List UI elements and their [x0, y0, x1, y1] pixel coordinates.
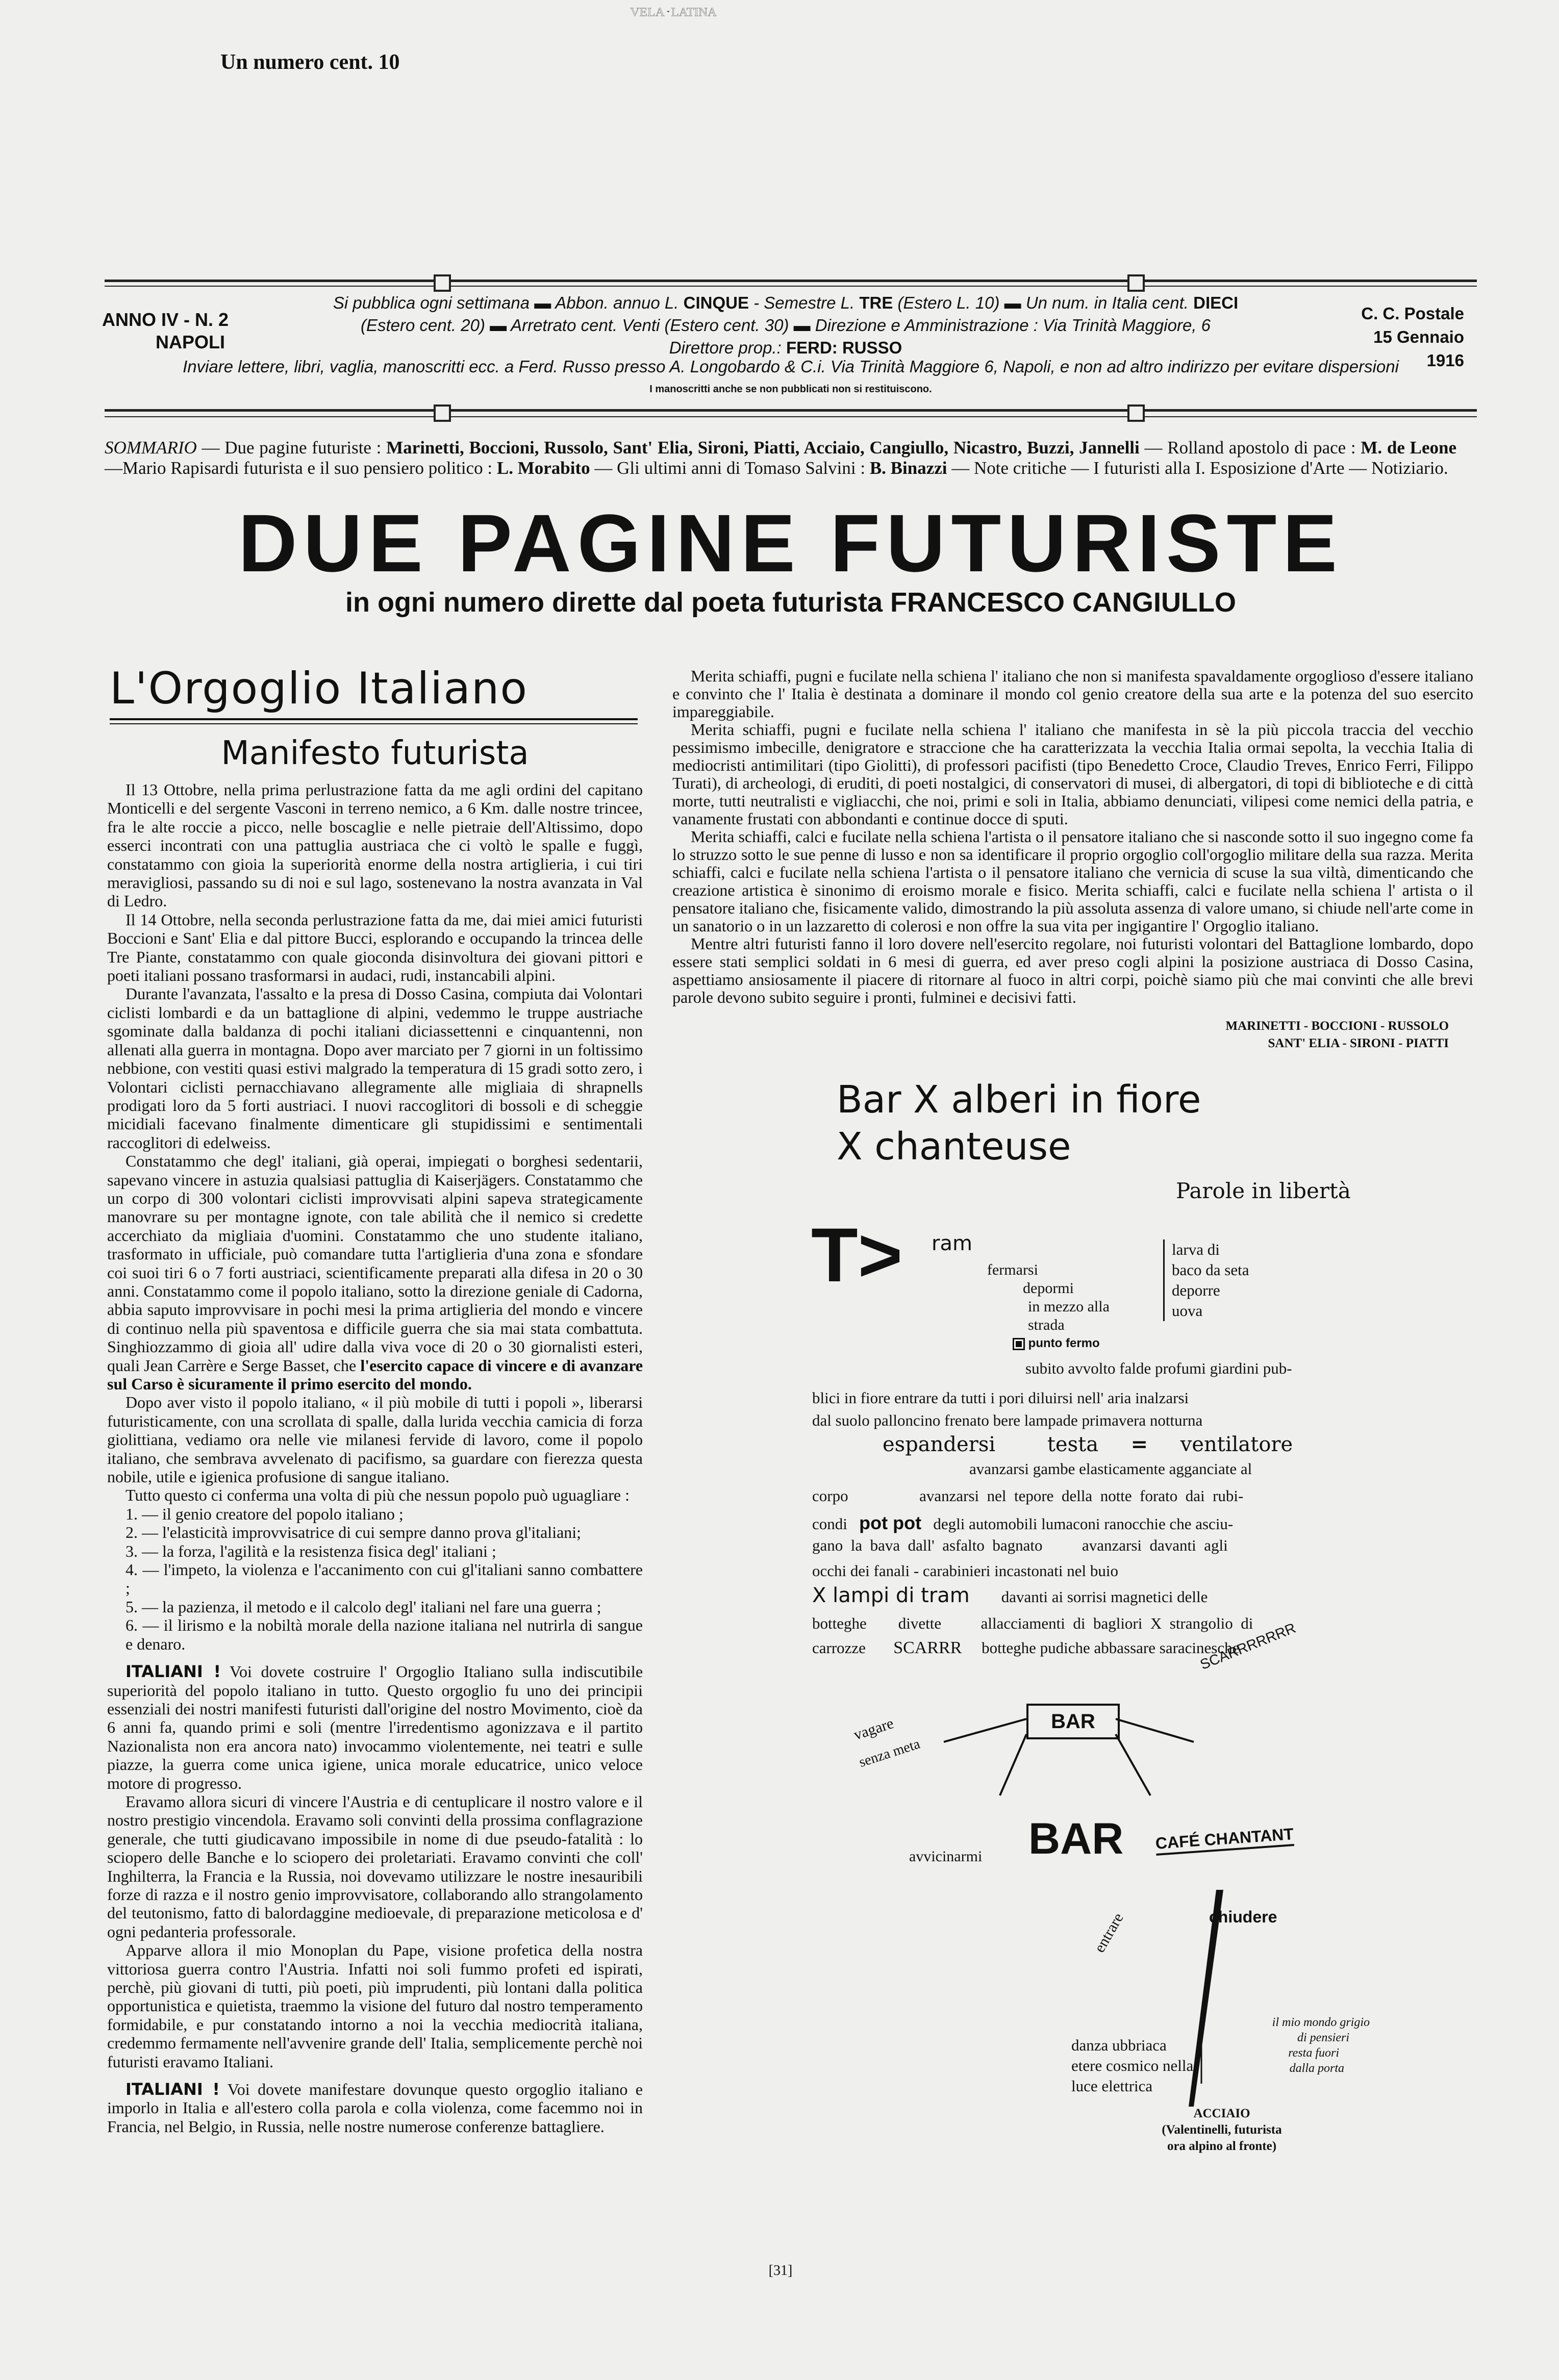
- postal-account: C. C. Postale: [1361, 304, 1464, 323]
- poem-word: punto fermo: [1028, 1336, 1100, 1350]
- pub-price-tre: TRE: [859, 293, 893, 312]
- poem-bar-big: BAR: [1028, 1814, 1124, 1863]
- poem-word: il mio mondo grigio: [1272, 2016, 1370, 2029]
- poem-t-glyph: T>: [811, 1212, 903, 1298]
- list-item: 2. — l'elasticità improvvisatrice di cui sempre danno prova gl'italiani;: [125, 1523, 582, 1542]
- poem-word: danza ubbriaca: [1071, 2036, 1167, 2054]
- pub-foreign-single: (Estero cent. 20): [361, 316, 485, 335]
- poem-ram: ram: [932, 1232, 972, 1255]
- poem-word: depormi: [1023, 1280, 1074, 1297]
- poem-word: carrozze: [812, 1639, 866, 1657]
- paragraph: Apparve allora il mio Monoplan du Pape, visione profetica della nostra vittoriosa guerra contro l'Austria. Infatti noi soli fummo profeti ed ispirati, perchè, più giovani di tutti, più poeti, più imprudenti, più lontani dalla politica opportunistica e quietista, traemmo la visione del futuro dal nostro temperamento formidabile, e pur constatando intorno a noi la vecchia mediocrità italiana, credemmo fermamente nell'avvenire grande dell' Italia, semplicemente perchè noi futuristi eravamo Italiani.: [107, 1941, 643, 2071]
- pub-semester: - Semestre L.: [753, 293, 855, 312]
- poem-line-left: [944, 1719, 1026, 1742]
- subheadline-text: in ogni numero dirette dal poeta futurista: [345, 587, 883, 618]
- poem-word: =: [1130, 1432, 1148, 1456]
- poem-line: botteghe divette allacciamenti di bagliori X strangolio di: [812, 1614, 1253, 1632]
- poem-word: in mezzo alla: [1028, 1298, 1110, 1315]
- poem-entrare: entrare: [1091, 1910, 1127, 1956]
- poem-line: gano la bava dall' asfalto bagnato avanzarsi davanti agli: [812, 1536, 1228, 1554]
- poem-word: baco da seta: [1172, 1261, 1249, 1279]
- summary-text: — Due pagine futuriste :: [202, 438, 382, 458]
- pub-address: Direzione e Amministrazione : Via Trinità Maggiore, 6: [815, 316, 1211, 335]
- poem-word: botteghe pudiche abbassare saracinesche: [982, 1639, 1240, 1657]
- poem-mondo: [1206, 2015, 1370, 2076]
- poem-author-note: ora alpino al fronte): [1167, 2139, 1277, 2153]
- list-item: 3. — la forza, l'agilità e la resistenza fisica degl' italiani ;: [125, 1541, 496, 1560]
- price-label: Un numero cent. 10: [220, 50, 400, 74]
- paragraph: Dopo aver visto il popolo italiano, « il più mobile di tutti i popoli », liberarsi futuristicamente, con una scrollata di spalle, dalla lurida vecchia camicia di forza giolittiana, vediamo ora nelle vie milanesi fervide di lavoro, come il popolo italiano, che sembrava avvelenato di pacifismo, sa guardare con fierezza questa nobile, utile e igienica profusione di sangue italiano.: [107, 1393, 643, 1486]
- poem-author-name: ACCIAIO: [1193, 2107, 1250, 2120]
- masthead-title-right: LATINA: [671, 6, 717, 19]
- summary-label: SOMMARIO: [105, 438, 197, 458]
- poem-word: ventilatore: [1180, 1433, 1293, 1456]
- poem-senza: senza meta: [857, 1736, 922, 1771]
- poem-word: larva di: [1172, 1240, 1220, 1258]
- poem-title-line: X chanteuse: [837, 1125, 1071, 1169]
- paragraph: Il 13 Ottobre, nella prima perlustrazione fatta da me agli ordini del capitano Monticelli e del sergente Vasconi in terreno nemico, a 6 Km. dalle nostre trincee, fra le alte roccie a picco, nelle boscaglie e nelle pietraie dell'Altissimo, dopo esserci incontrati con una pattuglia austriaca che ci voltò le spalle e fuggì, constatammo con gioia la superiorità enorme della nostra artiglieria, i cui tiri meravigliosi, passando su di noi e sul lago, sostenevano la nostra avanzata in Val di Ledro.: [107, 780, 643, 910]
- poem-word: degli automobili lumaconi ranocchie che asciu-: [933, 1515, 1234, 1533]
- poem-word: CAFÉ CHANTANT: [1155, 1825, 1295, 1856]
- pub-price-cinque: CINQUE: [683, 293, 749, 312]
- paragraph: Il 14 Ottobre, nella seconda perlustrazione fatta da me, dai miei amici futuristi Boccioni e Sant' Elia e dal pittore Bucci, esplorando e occupando la trincea delle Tre Piante, constatammo con quale gioconda disinvoltura dei giovani pittori e poeti italiani possano trasformarsi in audaci, rudi, instancabili alpini.: [107, 910, 643, 985]
- poem-word: luce elettrica: [1071, 2077, 1153, 2095]
- page-number: [31]: [768, 2263, 793, 2278]
- poem-line-left-down: [1000, 1734, 1026, 1795]
- paragraph-bold: l'esercito capace di vincere e di avanzare sul Carso è sicuramente il primo esercito del mondo.: [107, 1356, 643, 1393]
- send-instructions: Inviare lettere, libri, vaglia, manoscritti ecc. a Ferd. Russo presso A. Longobardo & C.i. Via Trinità Maggiore 6, Napoli, e non ad altro indirizzo per evitare dispersioni: [183, 357, 1399, 376]
- poem-word: etere cosmico nella: [1071, 2057, 1194, 2074]
- poem-word: espandersi: [883, 1433, 996, 1456]
- masthead-title-left: VELA: [630, 6, 665, 19]
- summary-text: —Mario Rapisardi futurista e il suo pensiero politico :: [105, 458, 493, 478]
- poem-vagare: vagare: [851, 1714, 896, 1744]
- summary-text: — Note critiche — I futuristi alla I. Esposizione d'Arte — Notiziario.: [951, 458, 1448, 478]
- issue-date: 15 Gennaio 1916: [1373, 327, 1464, 370]
- paragraph-lead: ITALIANI !: [125, 1662, 221, 1682]
- list-item: 5. — la pazienza, il metodo e il calcolo degl' italiani nel fare una guerra ;: [125, 1597, 601, 1616]
- poem-line: avanzarsi gambe elasticamente agganciate al: [969, 1460, 1252, 1478]
- paragraph-lead: ITALIANI !: [125, 2080, 220, 2099]
- pub-back-issue: Arretrato cent. Venti (Estero cent. 30): [511, 316, 789, 335]
- poem-line: dal suolo palloncino frenato bere lampade primavera notturna: [812, 1411, 1203, 1429]
- poem-author: [1135, 2106, 1309, 2155]
- poem-line-right-down: [1116, 1734, 1150, 1795]
- pub-director: FERD: RUSSO: [786, 338, 902, 357]
- summary-names: M. de Leone: [1361, 438, 1457, 458]
- pub-director-label: Direttore prop.:: [669, 338, 782, 357]
- issue-number: ANNO IV - N. 2: [102, 309, 229, 330]
- poem-subtitle: Parole in libertà: [1176, 1178, 1351, 1203]
- poem-word: davanti ai sorrisi magnetici delle: [1001, 1588, 1208, 1606]
- paragraph-text: Voi dovete manifestare dovunque questo orgoglio italiano e imporlo in Italia e all'estero colla parola e colla violenza, come facemmo noi in Francia, nel Belgio, in Russia, nelle nostre numerose conferenze battagliere.: [107, 2080, 643, 2136]
- paragraph: Merita schiaffi, pugni e fucilate nella schiena l' italiano che manifesta in sè la più piccola traccia del vecchio pessimismo imbecille, denigratore e straccione che ha caratterizzata la vecchia Italia ormai sepolta, la vecchia Italia di mediocristi antimilitari (tipo Giolitti), di professori pacifisti (tipo Benedetto Croce, Claudio Treves, Enrico Ferri, Filippo Turati), di archeologi, di eruditi, di poeti nostalgici, di conservatori di musei, di albergatori, di topi di biblioteche e di città morte, tutti neutralisti e vigliacchi, che noi, primi e soli in Italia, abbiamo denunciati, vilipesi come nemici della patria, e vanamente frustati con abbondanti e continue docce di sputi.: [672, 720, 1473, 828]
- poem-word: resta fuori: [1288, 2046, 1339, 2060]
- poem-word: SCARRR: [893, 1638, 962, 1657]
- poem-line: corpo avanzarsi nel tepore della notte forato dai rubi-: [812, 1487, 1244, 1505]
- manuscripts-note: I manoscritti anche se non pubblicati non si restituiscono.: [649, 384, 932, 395]
- paragraph: Durante l'avanzata, l'assalto e la presa di Dosso Casina, compiuta dai Volontari ciclisti lombardi e da un battaglione di alpini, vedemmo le truppe austriache sgominate dalla baldanza di pochi italiani diciassettenni e cinquantenni, non allenati alla guerra in montagna. Dopo aver marciato per 7 giorni in un foltissimo nebbione, con vestiti quasi estivi malgrado la temperatura di 15 gradi sotto zero, i Volontari ciclisti pernacchiavano allegramente alle migliaia di shrapnells prodigati loro da 5 forti austriaci. I nuovi raccoglitori di bossoli e di scheggie micidiali facevano finalmente dimenticare gli stupidissimi e sentimentali raccoglitori di edelweiss.: [107, 984, 643, 1152]
- poem-line: occhi dei fanali - carabinieri incastonati nel buio: [812, 1562, 1118, 1580]
- poem-scar: SCARRRRRRR: [1198, 1619, 1298, 1673]
- poem-danza: [1071, 2035, 1193, 2096]
- issue-city: NAPOLI: [156, 332, 225, 352]
- poem-word: pot pot: [859, 1512, 922, 1533]
- summary-names: B. Binazzi: [869, 458, 947, 478]
- poem-title-line: Bar X alberi in fiore: [837, 1078, 1201, 1122]
- summary-names: L. Morabito: [496, 458, 590, 478]
- summary-names: Marinetti, Boccioni, Russolo, Sant' Elia, Sironi, Piatti, Acciaio, Cangiullo, Nicastro, Buzzi, Jannelli: [386, 438, 1140, 458]
- paragraph-text: Constatammo che degl' italiani, già operai, impiegati o borghesi sedentarii, sapevano vincere in astuzia qualsiasi pattuglia di Kaiserjägers. Constatammo che un corpo di 300 volontari ciclisti improvvisati alpini sapeva strategicamente manovrare su per montagne ignote, con tale abilità che il nemico si credette accerchiato da migliaia d'uomini. Constatammo che uno studente italiano, trasformato in ufficiale, può comandare tutta l'artiglieria d'una zona e sfondare coi suoi tiri 6 o 7 forti austriaci, scientificamente preparati alla difesa in 20 o 30 anni. Constatammo come il popolo italiano, sotto la direzione geniale di Cadorna, abbia saputo improvvisare in pochi mesi la prima artiglieria del mondo e vincere di continuo nella più spaventosa e difficile guerra che sia mai stata combattuta. Singhiozzammo di gioia all' udire dalla viva voce di 20 o 30 giornalisti esteri, quali Jean Carrère e Serge Basset, che: [107, 1152, 643, 1375]
- poem-line: subito avvolto falde profumi giardini pub-: [1025, 1359, 1292, 1377]
- pub-foreign: (Estero L. 10): [897, 293, 1000, 312]
- signature-line: MARINETTI - BOCCIONI - RUSSOLO: [1225, 1019, 1449, 1033]
- poem-line-right: [1116, 1719, 1194, 1742]
- article-title: L'Orgoglio Italiano: [110, 663, 529, 714]
- summary-text: — Gli ultimi anni di Tomaso Salvini :: [594, 458, 866, 478]
- list-item: 1. — il genio creatore del popolo italiano ;: [125, 1504, 404, 1523]
- poem-word: strada: [1028, 1316, 1065, 1333]
- poem-word: deporre: [1172, 1281, 1220, 1299]
- poem-chiudere: chiudere: [1209, 1908, 1277, 1926]
- list-item: 6. — il lirismo e la nobiltà morale della nazione italiana nel nutrirla di sangue e denaro.: [125, 1616, 643, 1653]
- poem-word: uova: [1172, 1302, 1203, 1320]
- article-subtitle: Manifesto futurista: [221, 735, 529, 772]
- poem-author-note: (Valentinelli, futurista: [1162, 2123, 1282, 2137]
- pub-frequency: Si pubblica ogni settimana: [333, 293, 530, 312]
- section-headline: DUE PAGINE FUTURISTE: [238, 497, 1343, 589]
- poem-avvicinarmi: avvicinarmi: [909, 1848, 983, 1865]
- poem-word: X lampi di tram: [812, 1584, 970, 1607]
- poem-word: di pensieri: [1297, 2031, 1349, 2044]
- paragraph: Mentre altri futuristi fanno il loro dovere nell'esercito regolare, noi futuristi volontari del Battaglione lombardo, dopo essere stati semplici soldati in 6 mesi di guerra, ed aver preso cogli alpini la posizione austriaca di Dosso Casina, aspettiamo ansiosamente il piacere di ritornare al fuoco in altri corpi, poichè siamo più che mai convinti che alle brevi parole devono subito seguire i pronti, fulminei e decisivi fatti.: [672, 934, 1473, 1006]
- paragraph: Tutto questo ci conferma una volta di più che nessun popolo può uguagliare :: [125, 1486, 630, 1505]
- paragraph: Merita schiaffi, calci e fucilate nella schiena l'artista o il pensatore italiano che si nasconde sotto il suo ingegno come fa lo struzzo sotto le sue penne di lusso e non sa identificare il proprio orgoglio coll'orgoglio militare della sua razza. Merita schiaffi, calci e fucilate nella schiena l'artista o il pensatore italiano che vernicia di scuse la sua viltà, dimenticando che creazione artistica è sinonimo di eroismo morale e fisico. Merita schiaffi, calci e fucilate nella schiena l' artista o il pensatore italiano che, fisicamente valido, dimostrando la più assoluta assenza di valore umano, si chiude nell'arte come in un sanatorio o in un lazzaretto di colerosi e non offre la sua vita per ingigantire l' Orgoglio italiano.: [672, 827, 1473, 935]
- paragraph-text: Voi dovete costruire l' Orgoglio Italiano sulla indiscutibile superiorità del popolo italiano in tutto. Questo orgoglio fu uno dei principii essenziali dei nostri manifesti futuristi dall'origine del nostro Movimento, cioè da 6 anni fa, quando primi e soli (mentre l'irredentismo agonizzava e il partito Nazionalista non era ancora nato) invocammo violentemente, nei teatri e sulle piazze, la guerra come unica igiene, unica morale educatrice, unico veloce motore di progresso.: [107, 1662, 643, 1792]
- signature-line: SANT' ELIA - SIRONI - PIATTI: [1268, 1036, 1449, 1050]
- paragraph: Eravamo allora sicuri di vincere l'Austria e di centuplicare il nostro valore e il nostro prestigio vincendola. Eravamo soli convinti della prossima conflagrazione generale, che tutti giudicavano impossibile in nome di due pseudo-fatalità : lo sciopero delle Banche e lo sciopero dei proletariati. Eravamo convinti che coll' Inghilterra, la Francia e la Russia, noi dovevamo utilizzare le nostre inesauribili forze di razza e il nostro genio improvvisatore, collaborando allo strangolamento del teutonismo, fatto di balordaggine medioevale, di preparazione meticolosa e d' ogni pedanteria professorale.: [107, 1792, 643, 1941]
- pub-price-dieci: DIECI: [1193, 293, 1239, 312]
- poem-word: condi: [812, 1515, 847, 1533]
- publication-info: Si pubblica ogni settimana ▬ Abbon. annuo L. CINQUE - Semestre L. TRE (Estero L. 10) ▬ Un num. in Italia cent. DIECI (Estero cent. 20) ▬ Arretrato cent. Venti (Estero cent. 30) ▬ Direzione e Amministrazione : Via Trinità Maggiore, 6 Direttore prop.: FERD: RUSSO: [333, 293, 1239, 357]
- paragraph: Merita schiaffi, pugni e fucilate nella schiena l' italiano che non si manifesta spavaldamente orgoglioso d'essere italiano e convinto che l' Italia è destinata a dominare il mondo col genio creatore della sua arte e la potenza del suo esercito impareggiabile.: [672, 667, 1473, 721]
- poem-word: fermarsi: [987, 1261, 1038, 1278]
- pub-single: Un num. in Italia cent.: [1025, 293, 1189, 312]
- summary-text: — Rolland apostolo di pace :: [1144, 438, 1356, 458]
- poem-word: testa: [1047, 1433, 1099, 1456]
- poem-line: blici in fiore entrare da tutti i pori diluirsi nell' aria inalzarsi: [812, 1389, 1189, 1407]
- subheadline-author: FRANCESCO CANGIULLO: [890, 587, 1237, 618]
- poem-bar-box: BAR: [1026, 1704, 1120, 1739]
- list-item: 4. — l'impeto, la violenza e l'accanimento con cui gl'italiani sanno combattere ;: [125, 1560, 643, 1598]
- poem-word: dalla porta: [1289, 2062, 1344, 2075]
- pub-subscription: Abbon. annuo L.: [555, 293, 679, 312]
